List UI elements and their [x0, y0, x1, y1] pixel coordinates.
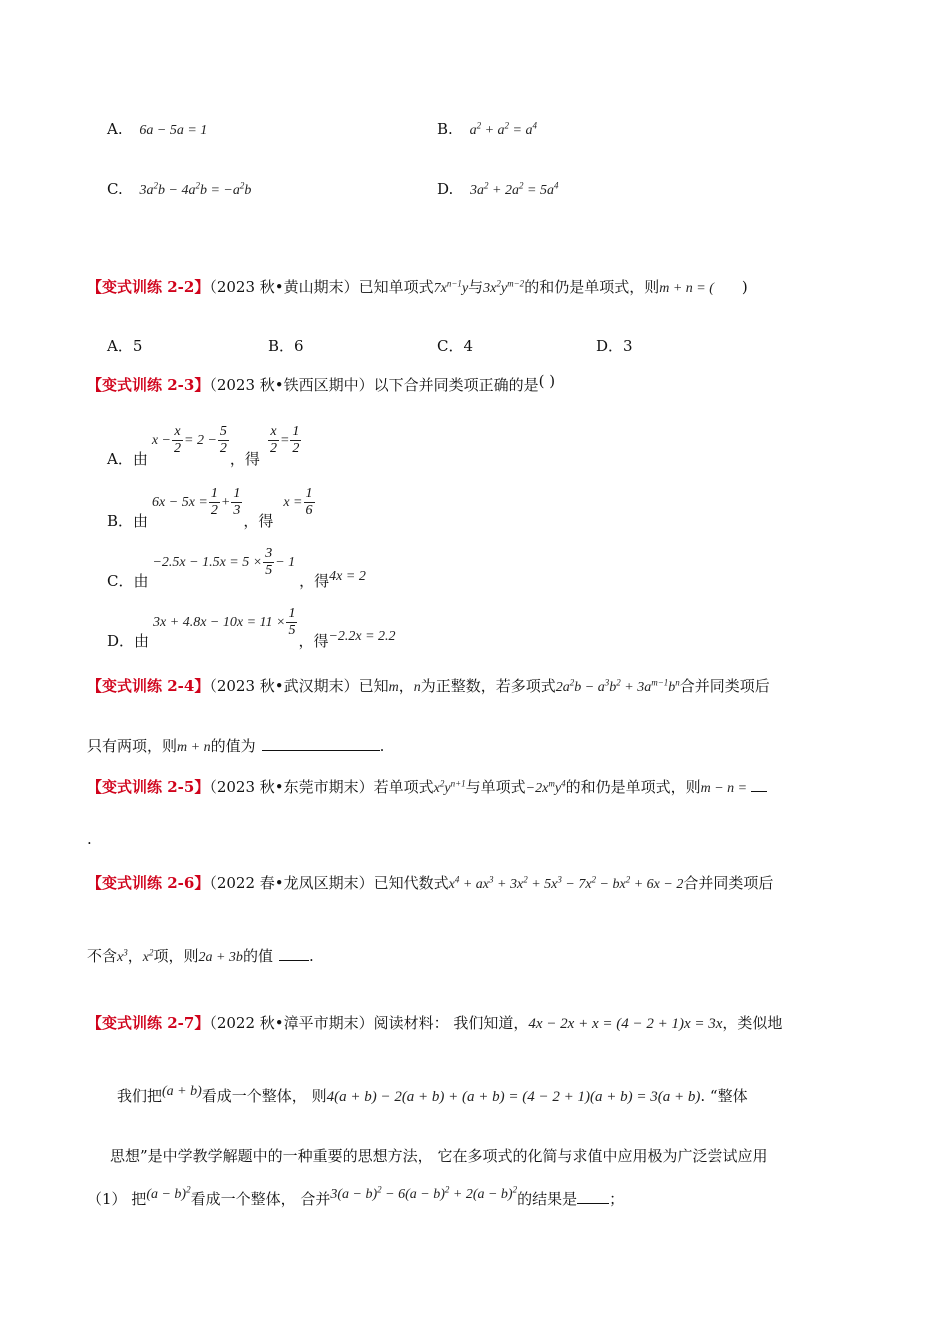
option-text: ，得: [299, 572, 330, 590]
option-expr: +: [220, 494, 231, 510]
question-2-7-line3: 思想”是中学教学解题中的一种重要的思想方法， 它在多项式的化简与求值中应用极为广泛尝试应用: [110, 1147, 768, 1165]
question-text: 看成一个整体， 则: [201, 1087, 327, 1105]
option-expr: 3x + 4.8x − 10x = 11 ×: [153, 614, 286, 630]
question-text: 只有两项，则: [87, 737, 178, 755]
question-tag: 【变式训练 2-2】: [87, 278, 210, 296]
question-text: ，类似地: [722, 1014, 783, 1032]
question-2-7: [87, 1012, 782, 1033]
monomial-2: $-2x^my^4$: [525, 778, 566, 796]
period: .: [379, 737, 385, 755]
question-text: 已知代数式: [373, 874, 449, 892]
option-expr: 4x = 2: [329, 568, 366, 584]
option-text: ，得: [229, 450, 260, 468]
option-text: A．5: [107, 337, 143, 355]
question-text: 看成一个整体， 合并: [190, 1190, 331, 1208]
option-text: B．6: [268, 337, 304, 355]
question-2-5: [87, 776, 767, 797]
option-label: B．由: [107, 512, 149, 530]
answer-blank[interactable]: [262, 736, 380, 751]
fraction: $\frac{5}{2}$: [219, 424, 227, 456]
polynomial: $x^4 + ax^3 + 3x^2 + 5x^3 - 7x^2 - bx^2 + 6x - 2$: [448, 874, 684, 892]
option-expr: $a^2 + a^2 = a^4$: [469, 120, 537, 138]
var-n: n: [413, 680, 421, 695]
option-text: C．4: [437, 337, 474, 355]
option-expr: =: [279, 432, 290, 448]
question-source: （2022 春•龙凤区期末）: [209, 874, 374, 892]
question-text: 为正整数，若多项式: [420, 677, 556, 695]
fraction: $\frac{1}{2}$: [292, 424, 300, 456]
question-tag: 【变式训练 2-7】: [87, 1014, 210, 1032]
option-a-prev: [107, 120, 207, 139]
question-text: （1） 把: [87, 1190, 147, 1208]
combine-expr: $3(a - b)^2 - 6(a - b)^2 + 2(a - b)^2$: [330, 1184, 518, 1202]
question-source: （2023 秋•黄山期末）: [209, 278, 359, 296]
question-2-4: [87, 675, 770, 696]
term-x3: $x^3$: [117, 947, 128, 965]
question-text: 的结果是: [517, 1190, 578, 1208]
option-d-prev: [437, 180, 558, 199]
option-expr: x =: [283, 494, 303, 510]
question-text: 项，则: [153, 947, 199, 965]
option-2-3-c: [107, 546, 366, 591]
sum-expr: m + n: [177, 740, 211, 755]
option-b-prev: [437, 120, 537, 139]
question-text: 不含: [87, 947, 118, 965]
option-2-2-a: [107, 335, 142, 356]
question-source: （2023 秋•东莞市期末）: [209, 778, 374, 796]
question-text: 已知: [358, 677, 389, 695]
option-letter: A.: [107, 120, 123, 138]
option-expr: − 1: [275, 554, 296, 570]
option-expr: −2.2x = 2.2: [328, 628, 396, 644]
option-text: D．3: [596, 337, 633, 355]
question-2-5-dot: .: [87, 830, 92, 848]
fraction: $\frac{1}{2}$: [210, 486, 218, 518]
fraction: $\frac{x}{2}$: [174, 424, 182, 456]
option-letter: C.: [107, 180, 123, 198]
answer-blank[interactable]: [577, 1189, 609, 1204]
polynomial: $2a^2b - a^3b^2 + 3a^{m-1}b^n$: [555, 677, 680, 695]
option-2-2-d: [596, 335, 633, 356]
question-text: 的和仍是单项式，则: [565, 778, 701, 796]
fraction: $\frac{3}{5}$: [265, 546, 273, 578]
question-2-7-line2: [117, 1085, 748, 1106]
question-source: （2023 秋•铁西区期中）: [209, 376, 374, 394]
option-c-prev: [107, 180, 251, 199]
option-2-3-d: [107, 606, 396, 651]
option-letter: B.: [437, 120, 453, 138]
question-text: 阅读材料： 我们知道，: [373, 1014, 529, 1032]
question-text: ，: [127, 947, 143, 965]
option-expr: $3a^2b - 4a^2b = -a^2b$: [139, 180, 252, 198]
sum-expr: m + n = (: [659, 281, 714, 296]
option-expr: −2.5x − 1.5x = 5 ×: [152, 554, 263, 570]
question-text: 的值: [242, 947, 273, 965]
question-text: . “整体: [700, 1087, 748, 1105]
question-tag: 【变式训练 2-5】: [87, 778, 210, 796]
answer-blank[interactable]: [751, 777, 767, 792]
question-2-7-part1: [87, 1184, 625, 1209]
fraction: $\frac{1}{3}$: [233, 486, 241, 518]
target-expr: 2a + 3b: [198, 950, 243, 965]
option-label: A．由: [107, 450, 148, 468]
question-tag: 【变式训练 2-3】: [87, 376, 210, 394]
question-tag: 【变式训练 2-6】: [87, 874, 210, 892]
question-text: ，: [398, 677, 414, 695]
question-text: 合并同类项后: [679, 677, 770, 695]
whole-expr: (a + b): [162, 1084, 202, 1099]
fraction: $\frac{1}{6}$: [305, 486, 313, 518]
question-text: 若单项式: [373, 778, 434, 796]
whole-expr: $(a - b)^2$: [146, 1184, 191, 1202]
var-m: m: [388, 680, 399, 695]
monomial-1: $x^2y^{n+1}$: [433, 778, 466, 796]
option-expr: 6a − 5a = 1: [139, 123, 208, 138]
option-text: ，得: [298, 632, 329, 650]
question-text: 与: [468, 278, 484, 296]
question-tag: 【变式训练 2-4】: [87, 677, 210, 695]
question-2-6: [87, 872, 773, 893]
option-2-2-b: [268, 335, 304, 356]
question-text: 已知单项式: [358, 278, 434, 296]
option-expr: $3a^2 + 2a^2 = 5a^4$: [470, 180, 559, 198]
question-text: 的值为: [210, 737, 256, 755]
question-text: 我们把: [117, 1087, 163, 1105]
question-text: 合并同类项后: [683, 874, 774, 892]
question-2-4-line2: [87, 735, 384, 756]
option-expr: 6x − 5x =: [152, 494, 208, 510]
paren-close: ): [741, 278, 748, 296]
option-expr: x −: [151, 432, 172, 448]
term-x2: $x^2$: [142, 947, 154, 965]
question-text: 与单项式: [465, 778, 526, 796]
question-source: （2023 秋•武汉期末）: [209, 677, 359, 695]
question-2-6-line2: [87, 945, 314, 966]
option-label: C．由: [107, 572, 149, 590]
option-2-2-c: [437, 335, 473, 356]
semicolon: ；: [609, 1190, 625, 1208]
question-2-3: [87, 374, 555, 395]
option-expr: = 2 −: [184, 432, 217, 448]
option-label: D．由: [107, 632, 150, 650]
answer-paren: ( ): [538, 372, 556, 390]
example-equation: 4x − 2x + x = (4 − 2 + 1)x = 3x: [528, 1016, 723, 1032]
answer-blank[interactable]: [279, 946, 309, 961]
example-equation: 4(a + b) − 2(a + b) + (a + b) = (4 − 2 + 1)(a + b) = 3(a + b): [326, 1089, 701, 1105]
option-2-3-b: [107, 486, 316, 531]
fraction: $\frac{x}{2}$: [269, 424, 277, 456]
option-letter: D.: [437, 180, 454, 198]
period: .: [308, 947, 314, 965]
question-text: 的和仍是单项式，则: [524, 278, 660, 296]
question-source: （2022 秋•漳平市期末）: [209, 1014, 374, 1032]
option-text: ，得: [243, 512, 274, 530]
question-2-2: [87, 276, 748, 297]
monomial-1: $7x^{n-1}y$: [433, 278, 469, 296]
monomial-2: $3x^2y^{m-2}$: [483, 278, 525, 296]
question-text: 以下合并同类项正确的是: [373, 376, 539, 394]
diff-expr: m − n =: [700, 781, 748, 796]
option-2-3-a: [107, 424, 302, 469]
fraction: $\frac{1}{5}$: [288, 606, 296, 638]
